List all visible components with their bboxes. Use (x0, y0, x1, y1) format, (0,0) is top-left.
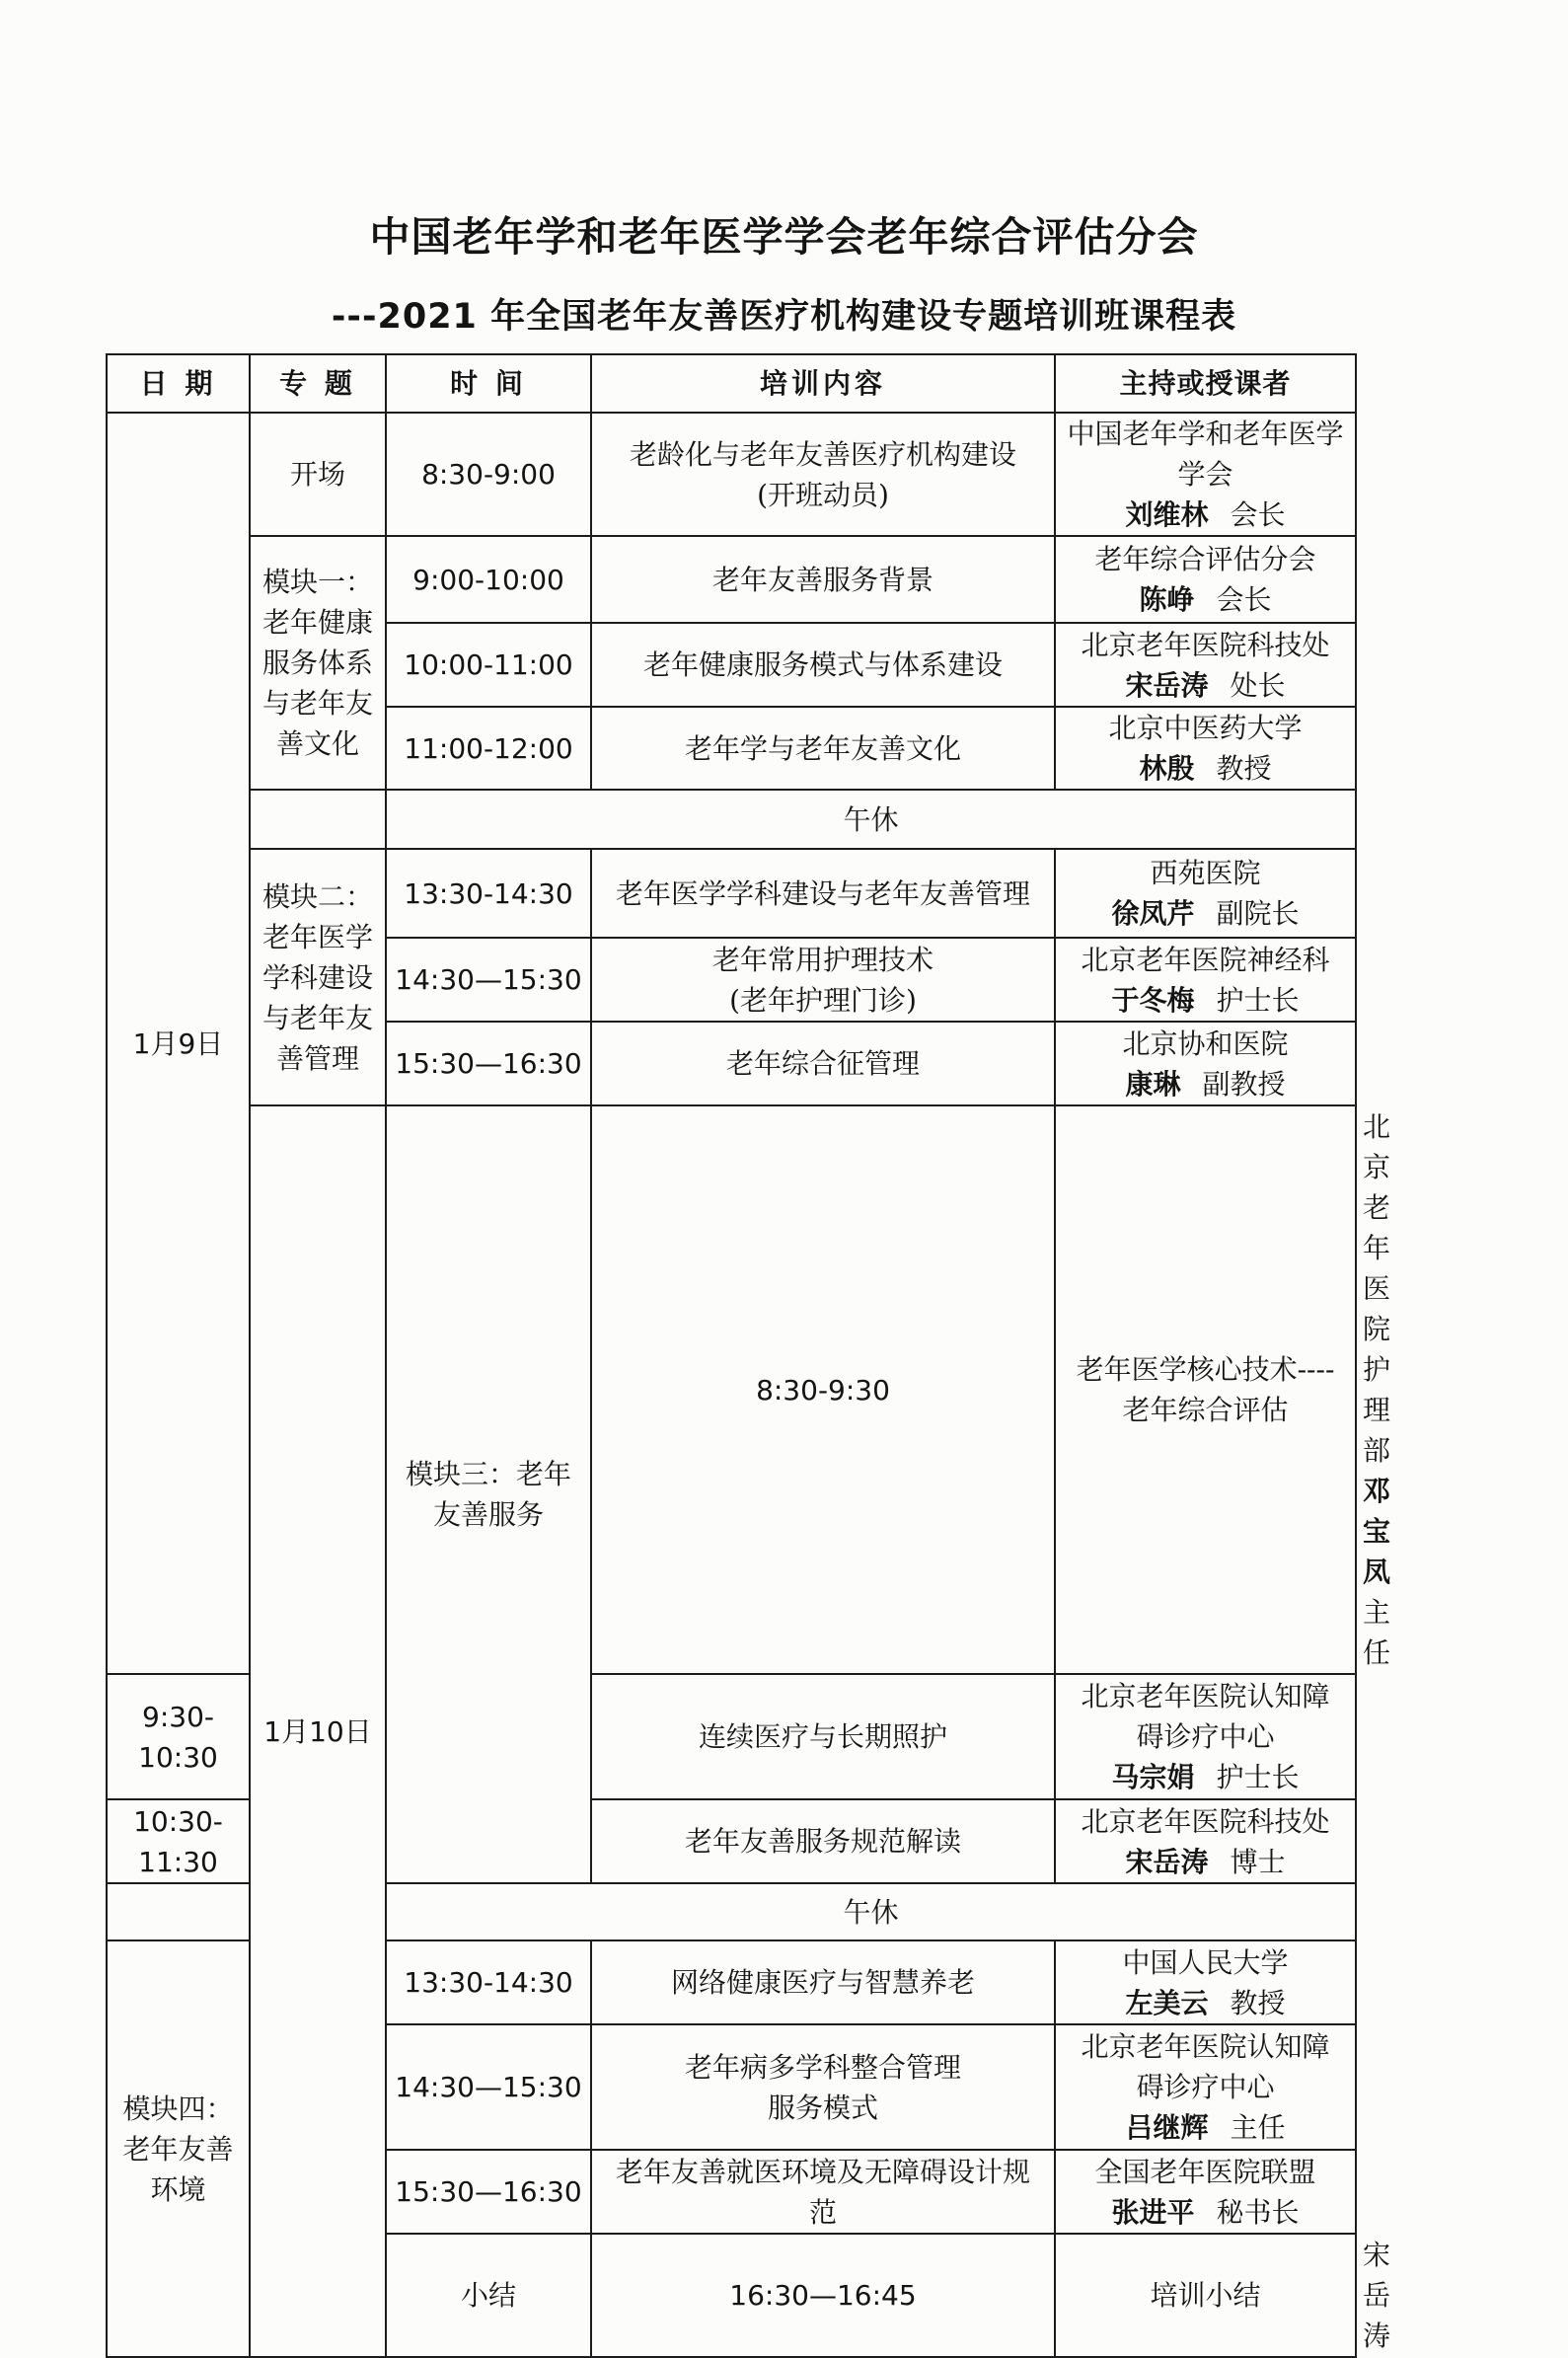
speaker-cell (1055, 849, 1356, 938)
content-cell: 老年友善服务背景 (591, 536, 1055, 623)
speaker-name: 林殷 (1139, 752, 1195, 785)
day-2-cell: 1月10日 (250, 1105, 386, 2357)
table-row (107, 849, 1356, 938)
speaker-name: 陈峥 (1139, 583, 1195, 616)
speaker-name: 宋岳涛 (1125, 1845, 1209, 1878)
speaker-name-role (1070, 2107, 1341, 2148)
topic-summary: 小结 (386, 2234, 591, 2357)
speaker-org: 北京协和医院 (1122, 1027, 1289, 1060)
speaker-role: 主任 (1230, 2111, 1286, 2144)
speaker-org: 西苑医院 (1150, 857, 1261, 889)
lunch-break: 午休 (386, 1883, 1356, 1940)
header-content: 培训内容 (591, 354, 1055, 413)
speaker-name-role (1062, 1842, 1349, 1882)
topic-module-4: 模块四：老年友善环境 (107, 1940, 250, 2357)
content-cell (591, 2024, 1055, 2150)
content-line-1: 老年医学核心技术---- (1076, 1353, 1335, 1386)
speaker-role: 教授 (1230, 1986, 1286, 2019)
speaker-role: 处长 (1230, 668, 1286, 702)
speaker-role: 秘书长 (1216, 2195, 1300, 2229)
lunch-break: 午休 (386, 790, 1356, 849)
speaker-name-role (1062, 980, 1349, 1021)
content-line-2: 老年综合评估 (1122, 1394, 1289, 1426)
header-date: 日 期 (107, 354, 250, 413)
speaker-name: 邓宝凤 (1363, 1475, 1391, 1588)
content-cell (1055, 1105, 1356, 1674)
speaker-role: 会长 (1216, 583, 1272, 616)
table-row: 小结 16:30—16:45 培训小结 宋岳涛 (107, 2234, 1356, 2357)
speaker-org: 老年综合评估分会 (1094, 543, 1316, 575)
content-cell: 网络健康医疗与智慧养老 (591, 1940, 1055, 2024)
speaker-cell (1055, 707, 1356, 790)
topic-opening: 开场 (250, 413, 386, 536)
speaker-role: 博士 (1230, 1845, 1286, 1878)
time-cell: 10:30-11:30 (107, 1799, 250, 1883)
time-cell: 9:00-10:00 (386, 536, 591, 623)
speaker-name: 宋岳涛 (1125, 668, 1209, 702)
speaker-name-role (1062, 579, 1349, 620)
content-cell: 老年友善服务规范解读 (591, 1799, 1055, 1883)
content-cell (591, 938, 1055, 1022)
content-line-2: (老年护理门诊) (729, 983, 917, 1017)
speaker-role: 副院长 (1216, 897, 1300, 930)
speaker-cell (1055, 2024, 1356, 2150)
speaker-role: 主任 (1363, 1596, 1391, 1669)
lunch-row (107, 790, 1356, 849)
speaker-cell (1055, 536, 1356, 623)
time-cell: 9:30-10:30 (107, 1674, 250, 1799)
speaker-name: 于冬梅 (1111, 983, 1195, 1017)
time-cell: 13:30-14:30 (386, 1940, 591, 2024)
content-cell: 老年健康服务模式与体系建设 (591, 623, 1055, 707)
speaker-name: 吕继辉 (1125, 2111, 1209, 2144)
header-topic: 专 题 (250, 354, 386, 413)
speaker-role: 会长 (1230, 498, 1286, 531)
speaker-org: 中国人民大学 (1122, 1945, 1289, 1979)
content-line-2: 服务模式 (767, 2091, 878, 2124)
speaker-name: 徐凤芹 (1111, 897, 1195, 930)
content-cell: 老年综合征管理 (591, 1022, 1055, 1105)
speaker-org: 北京老年医院科技处 (1081, 1804, 1330, 1838)
day-1-cell: 1月9日 (107, 413, 250, 1674)
speaker-cell (1055, 1674, 1356, 1799)
speaker-org: 中国老年学和老年医学学会 (1067, 418, 1344, 491)
speaker-role: 护士长 (1216, 1761, 1300, 1793)
speaker-org: 北京老年医院科技处 (1081, 628, 1330, 661)
speaker-name: 刘维林 (1125, 498, 1209, 531)
document-title: 中国老年学和老年医学学会老年综合评估分会 (369, 213, 1199, 261)
time-cell: 15:30—16:30 (386, 1022, 591, 1105)
speaker-cell (1055, 2150, 1356, 2234)
speaker-name-role (1062, 1983, 1349, 2023)
speaker-cell (1055, 623, 1356, 707)
time-cell: 16:30—16:45 (591, 2234, 1055, 2357)
topic-module-1: 模块一：老年健康服务体系与老年友善文化 (250, 536, 386, 790)
table-row (107, 536, 1356, 623)
speaker-name-role (1062, 748, 1349, 789)
content-cell: 老年友善就医环境及无障碍设计规范 (591, 2150, 1055, 2234)
time-cell: 8:30-9:00 (386, 413, 591, 536)
speaker-org: 北京中医药大学 (1108, 712, 1303, 744)
header-speaker: 主持或授课者 (1055, 354, 1356, 413)
content-line-1: 老年病多学科整合管理 (684, 2050, 961, 2084)
speaker-cell (1055, 1799, 1356, 1883)
speaker-cell (1055, 1022, 1356, 1105)
speaker-name: 康琳 (1125, 1067, 1181, 1101)
time-cell: 14:30—15:30 (386, 2024, 591, 2150)
content-cell: 培训小结 (1055, 2234, 1356, 2357)
time-cell: 11:00-12:00 (386, 707, 591, 790)
content-cell: 连续医疗与长期照护 (591, 1674, 1055, 1799)
speaker-cell (1055, 938, 1356, 1022)
table-row: 1月10日 模块三：老年友善服务 8:30-9:30 老年医学核心技术---- 老年综合评估 北京老年医院护理部 邓宝凤主任 (107, 1105, 1356, 1674)
speaker-cell (1055, 413, 1356, 536)
speaker-name-role (1062, 2192, 1349, 2233)
time-cell: 8:30-9:30 (591, 1105, 1055, 1674)
table-header-row (107, 354, 1356, 413)
document-subtitle: ---2021 年全国老年友善医疗机构建设专题培训班课程表 (331, 297, 1237, 337)
time-cell: 15:30—16:30 (386, 2150, 591, 2234)
speaker-name-role (1062, 665, 1349, 706)
content-cell: 老年学与老年友善文化 (591, 707, 1055, 790)
speaker-name-role (1062, 893, 1349, 934)
speaker-org: 北京老年医院神经科 (1081, 943, 1330, 976)
content-cell: 老年医学学科建设与老年友善管理 (591, 849, 1055, 938)
header-time: 时 间 (386, 354, 591, 413)
speaker-org: 北京老年医院认知障碍诊疗中心 (1081, 2030, 1330, 2103)
speaker-name: 张进平 (1111, 2195, 1195, 2229)
time-cell: 13:30-14:30 (386, 849, 591, 938)
speaker-role: 教授 (1216, 752, 1272, 785)
speaker-cell (1055, 1940, 1356, 2024)
speaker-role: 护士长 (1216, 983, 1300, 1017)
time-cell: 14:30—15:30 (386, 938, 591, 1022)
content-line-1: 老年常用护理技术 (711, 943, 933, 976)
speaker-role: 副教授 (1202, 1067, 1286, 1101)
speaker-name: 左美云 (1125, 1986, 1209, 2019)
empty-topic-cell (250, 790, 386, 849)
speaker-name-role (1062, 1064, 1349, 1104)
topic-module-2: 模块二：老年医学学科建设与老年友善管理 (250, 849, 386, 1105)
speaker-name: 马宗娟 (1111, 1761, 1195, 1793)
content-cell: 老龄化与老年友善医疗机构建设(开班动员) (591, 413, 1055, 536)
empty-topic-cell (107, 1883, 250, 1940)
time-cell: 10:00-11:00 (386, 623, 591, 707)
speaker-org: 全国老年医院联盟 (1094, 2155, 1316, 2188)
speaker-name-role (1070, 1757, 1341, 1797)
course-schedule-table (106, 353, 1391, 2358)
table-row (107, 413, 1356, 536)
topic-module-3: 模块三：老年友善服务 (386, 1105, 591, 1883)
speaker-org: 北京老年医院认知障碍诊疗中心 (1081, 1680, 1330, 1753)
speaker-name-role (1062, 494, 1349, 535)
